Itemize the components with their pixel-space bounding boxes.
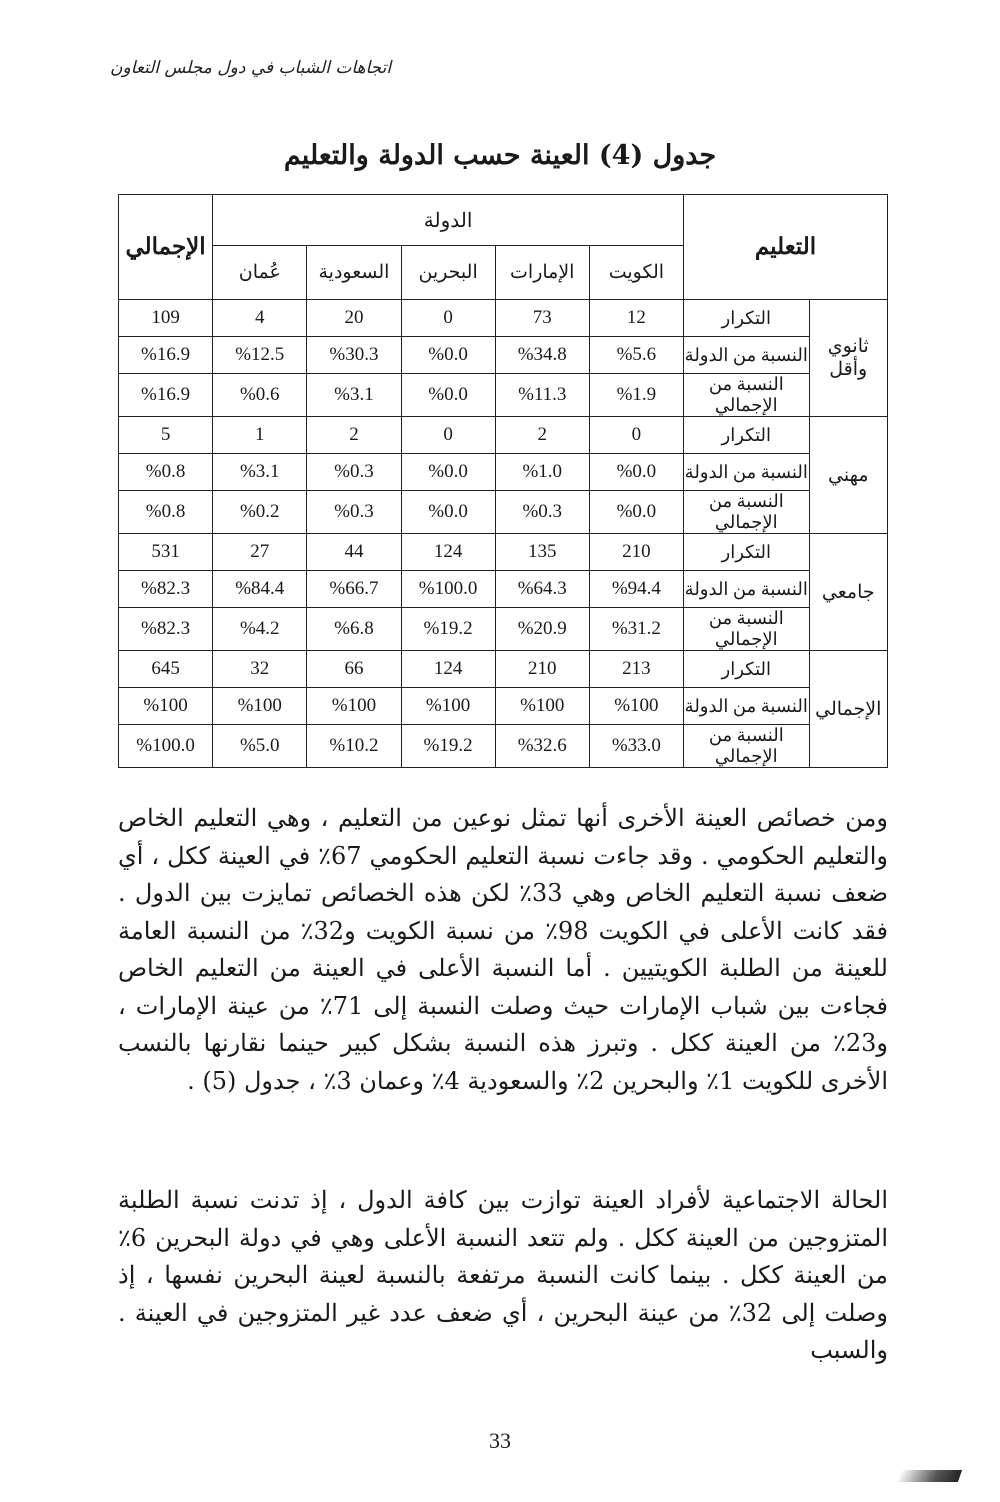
table-cell — [213, 608, 307, 651]
table-cell-value: %0.0 — [616, 461, 657, 482]
table-cell-total: 109 — [151, 307, 180, 328]
row-measure-label: التكرار — [683, 651, 809, 688]
table-cell — [401, 534, 495, 571]
row-measure-label: النسبة من الدولة — [683, 571, 809, 608]
table-cell-value: 0 — [443, 424, 453, 445]
table-cell-total: %0.8 — [145, 461, 186, 482]
table-cell — [495, 688, 589, 725]
table-cell — [589, 337, 683, 374]
table-row — [119, 491, 888, 534]
table-cell-value: 2 — [537, 424, 547, 445]
table-cell — [401, 725, 495, 768]
table-cell-value: %3.1 — [239, 461, 280, 482]
table-cell — [589, 300, 683, 337]
table-cell-value: %5.0 — [239, 735, 280, 756]
table-cell — [307, 454, 401, 491]
table-cell — [589, 571, 683, 608]
table-row — [119, 608, 888, 651]
table-cell — [213, 491, 307, 534]
table-cell-value: 124 — [433, 541, 463, 562]
table-cell-total: %100.0 — [136, 735, 195, 756]
running-header: اتجاهات الشباب في دول مجلس التعاون — [110, 58, 392, 78]
table-row — [119, 725, 888, 768]
table-cell — [495, 454, 589, 491]
table-cell-total: %100 — [143, 695, 188, 716]
table-cell-value: 124 — [433, 658, 463, 679]
table-cell — [307, 491, 401, 534]
table-cell-total: %82.3 — [141, 618, 191, 639]
table-cell-value: %84.4 — [235, 578, 285, 599]
row-measure-label: النسبة من الإجمالي — [683, 374, 809, 417]
education-level-label: ثانوي وأقل — [809, 300, 887, 417]
table-cell — [213, 374, 307, 417]
scan-corner-mark — [898, 1470, 962, 1482]
table-cell — [213, 454, 307, 491]
table-cell — [401, 571, 495, 608]
table-cell-total: %82.3 — [141, 578, 191, 599]
row-measure-label: النسبة من الدولة — [683, 688, 809, 725]
table-cell — [495, 651, 589, 688]
table-cell — [495, 374, 589, 417]
table-cell-value: %100 — [614, 695, 659, 716]
table-cell — [589, 725, 683, 768]
table-cell-value: %100 — [520, 695, 565, 716]
body-paragraph-1: ومن خصائص العينة الأخرى أنها تمثل نوعين من التعليم ، وهي التعليم الخاص والتعليم الحكومي . وقد جاءت نسبة التعليم الحكومي 67٪ في العينة ككل ، أي ضعف نسبة التعليم الخاص وهي 33٪ لكن هذه الخصائص تمايزت بين الدول . فقد كانت الأعلى في الكويت 98٪ من نسبة الكويت و32٪ من النسبة العامة للعينة من الطلبة الكويتيين . أما النسبة الأعلى في العينة من التعليم الخاص فجاءت بين شباب الإمارات حيث وصلت النسبة إلى 71٪ من عينة الإمارات ، و23٪ من العينة ككل . وتبرز هذه النسبة بشكل كبير حينما نقارنها بالنسب الأخرى للكويت 1٪ والبحرين 2٪ والسعودية 4٪ وعمان 3٪ ، جدول (5) . — [118, 804, 889, 1095]
table-cell — [495, 337, 589, 374]
table-row — [119, 651, 888, 688]
table-body — [119, 300, 888, 768]
table-cell — [213, 688, 307, 725]
header-country-group: الدولة — [213, 195, 684, 246]
table-cell-value: %0.0 — [616, 501, 657, 522]
table-row — [119, 417, 888, 454]
table-cell-value: %0.0 — [428, 461, 468, 482]
table-cell — [589, 688, 683, 725]
education-level-label: مهني — [809, 417, 887, 534]
table-row — [119, 688, 888, 725]
education-level-label: جامعي — [809, 534, 887, 651]
table-cell-value: %100.0 — [418, 578, 478, 599]
table-cell-value: 27 — [250, 541, 270, 562]
table-cell — [401, 300, 495, 337]
table-cell-total: 5 — [160, 424, 171, 445]
table-cell — [401, 608, 495, 651]
table-total-cell — [119, 688, 213, 725]
table-row — [119, 337, 888, 374]
row-measure-label: النسبة من الدولة — [683, 337, 809, 374]
table-cell — [307, 300, 401, 337]
table-cell — [589, 417, 683, 454]
table-cell-value: %19.2 — [423, 618, 473, 639]
table-cell-value: %31.2 — [611, 618, 661, 639]
table-cell — [589, 374, 683, 417]
table-cell — [213, 725, 307, 768]
page-number: 33 — [489, 1428, 511, 1453]
table-cell — [589, 534, 683, 571]
table-cell — [213, 571, 307, 608]
table-cell — [307, 337, 401, 374]
table-cell-value: %0.3 — [334, 461, 374, 482]
table-row — [119, 454, 888, 491]
header-country-uae: الإمارات — [495, 246, 589, 300]
table-cell — [589, 454, 683, 491]
row-measure-label: النسبة من الإجمالي — [683, 725, 809, 768]
table-cell — [213, 300, 307, 337]
table-cell — [307, 571, 401, 608]
table-cell-total: %16.9 — [141, 384, 191, 405]
table-total-cell — [119, 374, 213, 417]
table-cell-value: %94.4 — [611, 578, 661, 599]
table-cell — [307, 417, 401, 454]
table-cell-value: 210 — [622, 541, 651, 562]
row-measure-label: النسبة من الدولة — [683, 454, 809, 491]
table-total-cell — [119, 491, 213, 534]
table-cell-value: %0.2 — [239, 501, 280, 522]
table-cell — [495, 300, 589, 337]
table-total-cell — [119, 337, 213, 374]
table-cell — [589, 491, 683, 534]
table-cell — [307, 608, 401, 651]
table-cell — [307, 651, 401, 688]
table-cell-total: 531 — [151, 541, 180, 562]
table-cell-value: 135 — [528, 541, 557, 562]
table-row — [119, 571, 888, 608]
table-cell-value: 210 — [528, 658, 557, 679]
table-cell-value: 1 — [255, 424, 265, 445]
table-cell-value: %11.3 — [518, 384, 567, 405]
table-total-cell — [119, 608, 213, 651]
table-cell-value: %1.0 — [522, 461, 563, 482]
table-cell-total: %0.8 — [145, 501, 186, 522]
table-cell — [401, 417, 495, 454]
table-cell — [495, 571, 589, 608]
table-cell — [495, 491, 589, 534]
table-cell-value: %4.2 — [239, 618, 280, 639]
table-cell-value: %12.5 — [235, 344, 285, 365]
header-education: التعليم — [683, 195, 887, 300]
table-cell-value: %100 — [425, 695, 471, 716]
table-cell-value: 66 — [344, 658, 364, 679]
table-cell-value: 44 — [344, 541, 364, 562]
table-cell-value: %0.0 — [428, 344, 468, 365]
table-cell-value: 32 — [250, 658, 270, 679]
table-cell-value: 12 — [626, 307, 646, 328]
table-cell — [213, 337, 307, 374]
header-country-saudi: السعودية — [307, 246, 401, 300]
table-cell — [307, 688, 401, 725]
table-cell — [401, 374, 495, 417]
table-row — [119, 534, 888, 571]
table-cell-value: 20 — [344, 307, 364, 328]
table-total-cell — [119, 571, 213, 608]
row-measure-label: النسبة من الإجمالي — [683, 608, 809, 651]
table-row — [119, 374, 888, 417]
table-cell-value: %20.9 — [517, 618, 567, 639]
education-level-label: الإجمالي — [809, 651, 887, 768]
table-cell — [401, 491, 495, 534]
table-cell-value: %6.8 — [334, 618, 374, 639]
table-cell-value: %0.0 — [428, 384, 468, 405]
table-cell — [213, 417, 307, 454]
table-cell-value: %32.6 — [517, 735, 567, 756]
row-measure-label: التكرار — [683, 417, 809, 454]
table-cell — [495, 725, 589, 768]
table-cell — [495, 534, 589, 571]
header-country-bahrain: البحرين — [401, 246, 495, 300]
table-total-cell — [119, 454, 213, 491]
table-row — [119, 300, 888, 337]
table-cell-value: 213 — [622, 658, 651, 679]
table-total-cell — [119, 651, 213, 688]
table-cell-value: 2 — [349, 424, 359, 445]
row-measure-label: التكرار — [683, 534, 809, 571]
table-cell — [401, 688, 495, 725]
table-cell-value: %30.3 — [329, 344, 379, 365]
table-cell — [495, 608, 589, 651]
table-title: جدول (4) العينة حسب الدولة والتعليم — [283, 140, 717, 171]
body-paragraph-2: الحالة الاجتماعية لأفراد العينة توازت بين كافة الدول ، إذ تدنت نسبة الطلبة المتزوجين من العينة ككل . ولم تتعد النسبة الأعلى وهي في دولة البحرين 6٪ من العينة ككل . بينما كانت النسبة مرتفعة بالنسبة لعينة البحرين نفسها ، إذ وصلت إلى 32٪ من عينة البحرين ، أي ضعف عدد غير المتزوجين في العينة . والسبب — [118, 1186, 888, 1364]
table-cell-value: %0.6 — [239, 384, 280, 405]
table-cell — [307, 534, 401, 571]
table-cell-value: %0.0 — [428, 501, 468, 522]
table-cell — [307, 725, 401, 768]
row-measure-label: النسبة من الإجمالي — [683, 491, 809, 534]
table-total-cell — [119, 725, 213, 768]
table-cell-value: %19.2 — [423, 735, 473, 756]
header-country-oman: عُمان — [213, 246, 307, 300]
table-cell-value: %5.6 — [616, 344, 657, 365]
table-total-cell — [119, 300, 213, 337]
table-cell-total: %16.9 — [141, 344, 191, 365]
table-cell-value: %0.3 — [334, 501, 374, 522]
row-measure-label: التكرار — [683, 300, 809, 337]
table-cell — [213, 534, 307, 571]
table-cell-value: 0 — [443, 307, 453, 328]
table-cell-value: %100 — [331, 695, 377, 716]
table-total-cell — [119, 534, 213, 571]
table-cell-value: %1.9 — [616, 384, 657, 405]
table-cell-value: 4 — [255, 307, 265, 328]
table-total-cell — [119, 417, 213, 454]
table-cell-value: %10.2 — [329, 735, 379, 756]
header-total: الإجمالي — [119, 195, 213, 300]
table-cell-value: %100 — [237, 695, 282, 716]
table-cell-value: %0.3 — [522, 501, 563, 522]
table-cell-value: %3.1 — [334, 384, 374, 405]
table-cell — [213, 651, 307, 688]
table-cell — [401, 454, 495, 491]
table-cell — [307, 374, 401, 417]
table-cell — [401, 651, 495, 688]
table-cell-value: %34.8 — [517, 344, 567, 365]
table-cell — [401, 337, 495, 374]
table-cell-total: 645 — [151, 658, 180, 679]
table-cell-value: %64.3 — [517, 578, 567, 599]
table-cell — [589, 608, 683, 651]
header-country-kuwait: الكويت — [589, 246, 683, 300]
data-table — [118, 194, 888, 768]
table-cell-value: %33.0 — [611, 735, 661, 756]
table-cell — [495, 417, 589, 454]
table-cell-value: %66.7 — [329, 578, 379, 599]
table-cell-value: 0 — [631, 424, 642, 445]
table-cell — [589, 651, 683, 688]
table-cell-value: 73 — [532, 307, 552, 328]
